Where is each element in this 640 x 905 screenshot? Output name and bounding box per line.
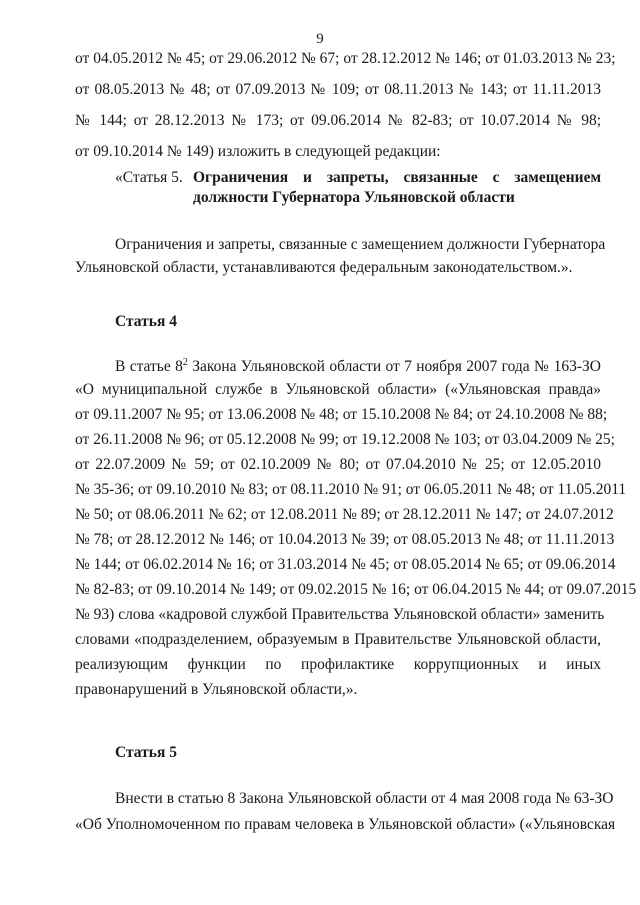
article-4-line: правонарушений в Ульяновской области,». — [75, 681, 358, 698]
article-4-line: от 26.11.2008 № 96; от 05.12.2008 № 99; от 19.12.2008 № 103; от 03.04.2009 № 25; — [75, 431, 615, 448]
quoted-article-title: Ограничения и запреты, связанные с замещением — [193, 169, 601, 186]
quoted-article-title: должности Губернатора Ульяновской области — [193, 189, 515, 206]
intro-line: от 09.10.2014 № 149) изложить в следующей редакции: — [75, 143, 441, 160]
article-4-line: № 82-83; от 09.10.2014 № 149; от 09.02.2015 № 16; от 06.04.2015 № 44; от 09.07.2015 — [75, 581, 637, 598]
article-4-line: № 93) слова «кадровой службой Правительства Ульяновской области» заменить — [75, 606, 605, 623]
page-number: 9 — [316, 31, 324, 47]
article-4-line: от 22.07.2009 № 59; от 02.10.2009 № 80; от 07.04.2010 № 25; от 12.05.2010 — [75, 456, 601, 473]
quoted-article-prefix: «Статья 5. — [115, 169, 183, 186]
article-4-line: В статье $8^2$ Закона Ульяновской области от 7 ноября 2007 года № 163-ЗО — [115, 356, 601, 375]
intro-line: от 08.05.2013 № 48; от 07.09.2013 № 109; от 08.11.2013 № 143; от 11.11.2013 — [75, 81, 601, 98]
article-4-line: № 78; от 28.12.2012 № 146; от 10.04.2013 № 39; от 08.05.2013 № 48; от 11.11.2013 — [75, 531, 615, 548]
article-5-heading: Статья 5 — [115, 744, 177, 761]
article-4-heading: Статья 4 — [115, 313, 177, 330]
article-4-line: «О муниципальной службе в Ульяновской области» («Ульяновская правда» — [75, 381, 601, 398]
article-4-line: реализующим функции по профилактике коррупционных и иных — [75, 656, 601, 673]
quoted-article-body: Ограничения и запреты, связанные с замещением должности Губернатора — [115, 236, 606, 253]
intro-line: № 144; от 28.12.2013 № 173; от 09.06.2014 № 82-83; от 10.07.2014 № 98; — [75, 112, 601, 129]
quoted-article-body: Ульяновской области, устанавливаются федеральным законодательством.». — [75, 259, 573, 276]
article-4-line: № 50; от 08.06.2011 № 62; от 12.08.2011 № 89; от 28.12.2011 № 147; от 24.07.2012 — [75, 506, 614, 523]
article-5-line: «Об Уполномоченном по правам человека в Ульяновской области» («Ульяновская — [75, 816, 616, 833]
article-4-line: словами «подразделением, образуемым в Правительстве Ульяновской области, — [75, 631, 601, 648]
intro-line: от 04.05.2012 № 45; от 29.06.2012 № 67; от 28.12.2012 № 146; от 01.03.2013 № 23; — [75, 50, 616, 67]
article-4-line: № 144; от 06.02.2014 № 16; от 31.03.2014 № 45; от 08.05.2014 № 65; от 09.06.2014 — [75, 556, 616, 573]
article-4-line: № 35-36; от 09.10.2010 № 83; от 08.11.2010 № 91; от 06.05.2011 № 48; от 11.05.2011 — [75, 481, 627, 498]
article-5-line: Внести в статью 8 Закона Ульяновской области от 4 мая 2008 года № 63-ЗО — [115, 790, 614, 807]
article-4-line: от 09.11.2007 № 95; от 13.06.2008 № 48; от 15.10.2008 № 84; от 24.10.2008 № 88; — [75, 406, 608, 423]
